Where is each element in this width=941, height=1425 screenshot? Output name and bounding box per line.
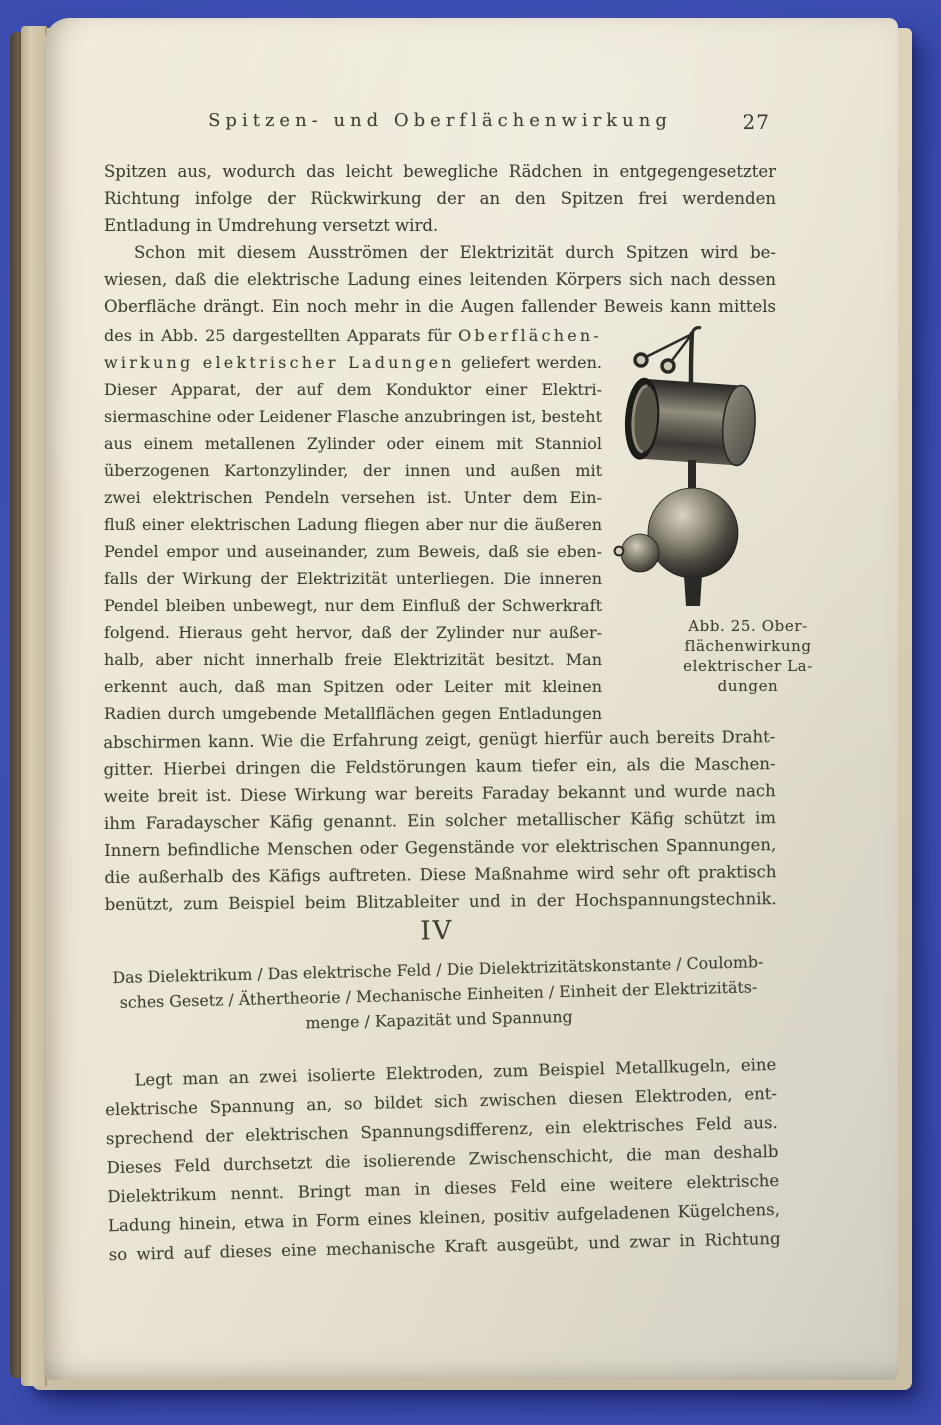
section-iv-block xyxy=(101,907,781,1269)
text-line: gitter. Hierbei dringen die Feldstörungen kaum tiefer ein, als die Maschen- xyxy=(103,754,776,780)
text-line: Dieser Apparat, der auf dem Konduktor einer Elektri- xyxy=(104,380,602,399)
text-line: die außerhalb des Käfigs auftreten. Diese Maßnahme wird sehr oft praktisch xyxy=(104,862,777,887)
book-page xyxy=(44,18,898,1380)
paragraph-2-opening xyxy=(104,239,776,320)
figure-caption-line: elektrischer La- xyxy=(683,657,813,675)
book xyxy=(10,18,912,1390)
pendulum-ball-icon xyxy=(662,360,674,372)
text-line: falls der Wirkung der Elektrizität unterliegen. Die inneren xyxy=(104,569,602,588)
emphasized-spaced-text: Oberflächen- xyxy=(458,326,602,345)
section-heading: IV xyxy=(420,915,454,947)
text-line: zwei elektrischen Pendeln versehen ist. Unter dem Ein- xyxy=(104,488,602,507)
paragraph-2-closing xyxy=(103,723,777,918)
large-sphere xyxy=(648,488,738,578)
small-sphere xyxy=(621,534,659,572)
text-line: Schon mit diesem Ausströmen der Elektrizität durch Spitzen wird be- xyxy=(134,243,776,262)
text-line: erkennt auch, daß man Spitzen oder Leiter mit kleinen xyxy=(104,677,602,696)
text-line: Pendel empor und auseinander, zum Beweis, daß sie eben- xyxy=(104,542,602,561)
figure-caption-line: dungen xyxy=(717,677,779,695)
text-line: Ladung hinein, etwa in Form eines kleinen, positiv aufgeladenen Kügelchens, xyxy=(107,1199,781,1236)
paragraph-2-beside-figure xyxy=(104,322,602,727)
text-line: benützt, zum Beispiel beim Blitzableiter und in der Hochspannungstechnik. xyxy=(104,889,777,914)
text-line: siermaschine oder Leidener Flasche anzubringen ist, besteht xyxy=(104,407,602,426)
text-line: Pendel bleiben unbewegt, nur dem Einfluß der Schwerkraft xyxy=(104,596,602,615)
text-line: elektrische Spannung an, so bildet sich zwischen diesen Elektroden, ent- xyxy=(104,1083,778,1120)
sphere-nub xyxy=(615,547,624,556)
rod-hook xyxy=(692,328,701,333)
text-line: wiesen, daß die elektrische Ladung eines leitenden Körpers sich nach dessen xyxy=(104,270,776,289)
emphasized-spaced-text: wirkung elektrischer Ladungen xyxy=(104,353,455,372)
figure-caption-line: flächenwirkung xyxy=(684,637,812,655)
text-line: folgend. Hieraus geht hervor, daß der Zylinder nur außer- xyxy=(104,623,602,642)
text-line: so wird auf dieses eine mechanische Kraft ausgeübt, und zwar in Richtung xyxy=(108,1228,781,1265)
section-subtitle xyxy=(102,949,776,1040)
figure-caption xyxy=(604,616,892,696)
text-line: Oberfläche drängt. Ein noch mehr in die Augen fallender Beweis kann mittels xyxy=(104,297,776,316)
text-line: Spitzen aus, wodurch das leicht bewegliche Rädchen in entgegengesetzter xyxy=(104,162,776,181)
text-run: des in Abb. 25 dargestellten Apparats für xyxy=(104,326,459,345)
text-line xyxy=(104,322,602,349)
subtitle-line: Das Dielektrikum / Das elektrische Feld / Die Dielektrizitätskonstante / Coulomb- xyxy=(112,952,764,988)
pendulum-threads xyxy=(635,334,692,372)
running-header xyxy=(104,110,776,140)
text-line: halb, aber nicht innerhalb freie Elektrizität besitzt. Man xyxy=(104,650,602,669)
text-run: geliefert werden. xyxy=(454,353,602,372)
running-header-title: Spitzen- und Oberflächenwirkung xyxy=(208,110,672,131)
pendulum-ball-icon xyxy=(635,354,647,366)
text-line: Legt man an zwei isolierte Elektroden, zum Beispiel Metallkugeln, eine xyxy=(134,1054,777,1090)
text-line: sprechend der elektrischen Spannungsdifferenz, ein elektrisches Feld aus. xyxy=(105,1112,778,1149)
apparatus-engraving xyxy=(604,310,892,606)
stand-stem xyxy=(684,575,702,606)
text-line: Radien durch umgebende Metallflächen gegen Entladungen xyxy=(104,704,602,723)
text-line: weite breit ist. Diese Wirkung war bereits Faraday bekannt und wurde nach xyxy=(103,781,776,807)
text-line: Richtung infolge der Rückwirkung der an den Spitzen frei werdenden xyxy=(104,189,776,208)
text-line: fluß einer elektrischen Ladung fliegen aber nur die äußeren xyxy=(104,515,602,534)
paragraph-3 xyxy=(104,1050,781,1269)
text-line: überzogenen Kartonzylinder, der innen und außen mit xyxy=(104,461,602,480)
page-number: 27 xyxy=(742,110,770,134)
metal-cylinder xyxy=(622,377,757,468)
figure-caption-line: Abb. 25. Ober- xyxy=(688,617,808,635)
text-line: abschirmen kann. Wie die Erfahrung zeigt, genügt hierfür auch bereits Draht- xyxy=(103,727,776,753)
text-line: Innern befindliche Menschen oder Gegenstände vor elektrischen Spannungen, xyxy=(104,835,777,860)
text-line: ihm Faradayscher Käfig genannt. Ein solcher metallischer Käfig schützt im xyxy=(103,808,777,833)
text-line: Entladung in Umdrehung versetzt wird. xyxy=(104,216,439,235)
paragraph-1 xyxy=(104,158,776,239)
text-line xyxy=(104,349,602,376)
text-line: Dielektrikum nennt. Bringt man in dieses Feld eine weitere elektrische xyxy=(107,1170,780,1207)
subtitle-line: menge / Kapazität und Spannung xyxy=(305,1006,573,1033)
text-line: aus einem metallenen Zylinder oder einem mit Stanniol xyxy=(104,434,602,453)
subtitle-line: sches Gesetz / Äthertheorie / Mechanische Einheiten / Einheit der Elektrizitäts- xyxy=(119,977,758,1012)
text-line: Dieses Feld durchsetzt die isolierende Zwischenschicht, die man deshalb xyxy=(106,1141,779,1178)
figure-abb-25 xyxy=(604,310,892,696)
